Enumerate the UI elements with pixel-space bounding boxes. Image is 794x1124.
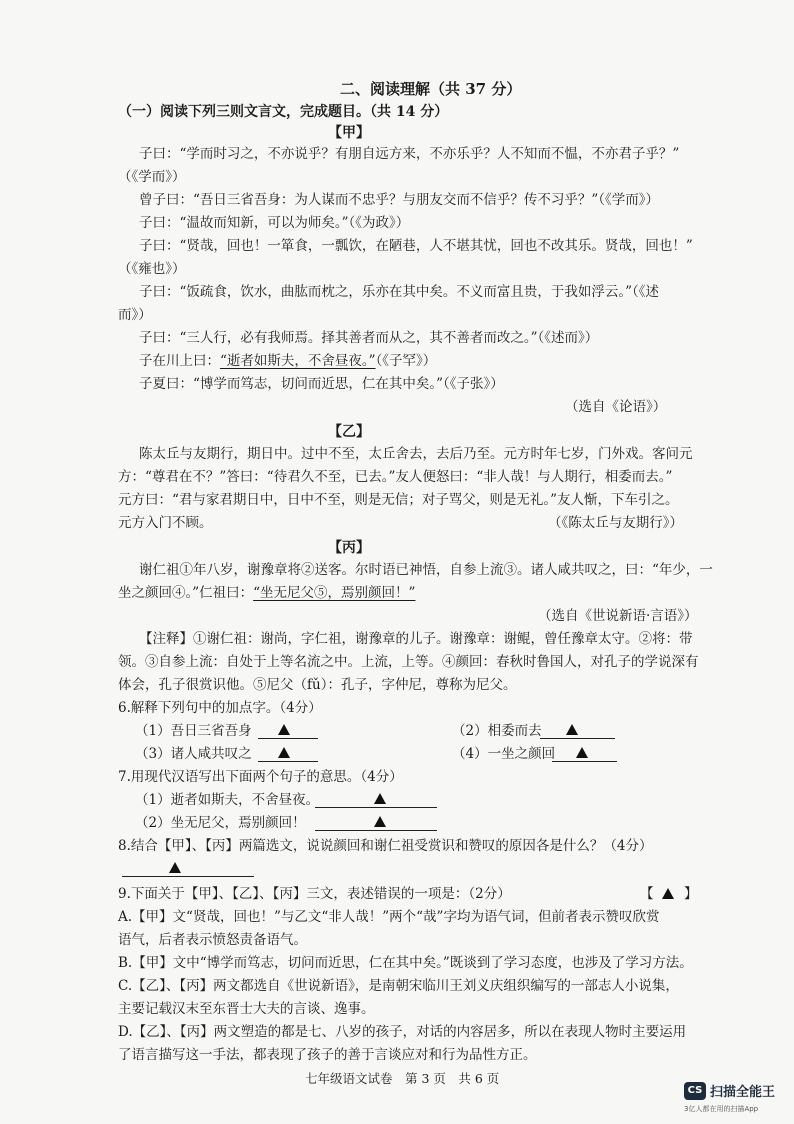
jia-line: 子曰：“贤哉，回也！一箪食，一瓢饮，在陋巷，人不堪其忧，回也不改其乐。贤哉，回也！” [139,238,693,254]
q9-option-a: A.【甲】文“贤哉，回也！”与乙文“非人哉！”两个“哉”字均为语气词，但前者表示赞叹欣赏 [118,909,660,925]
notes-line: 【注释】①谢仁祖：谢尚，字仁祖，谢豫章的儿子。谢豫章：谢鲲，曾任豫章太守。②将：带 [139,631,693,647]
jia-line: （《学而》） [118,169,186,185]
underlined-quote: “逝者如斯夫，不舍昼夜。” [220,353,376,369]
jia-line: （《雍也》） [118,261,186,277]
section-title: 二、阅读理解（共 37 分） [340,80,522,98]
jia-line: 子曰：“学而时习之，不亦说乎？有朋自远方来，不亦乐乎？人不知而不愠，不亦君子乎？” [139,146,680,162]
jia-line [139,352,436,370]
q9-option-c-cont: 主要记载汉末至东晋士大夫的言谈、逸事。 [118,1001,375,1017]
passage-bing-label: 【丙】 [328,540,370,556]
triangle-icon [169,862,181,873]
triangle-icon [374,816,386,827]
jia-line: 而》） [118,307,152,323]
section-instruction: （一）阅读下列三则文言文，完成题目。（共 14 分） [118,104,449,120]
underlined-quote: “坐无尼父⑤，焉别颜回！” [253,585,416,601]
q6-item-4: （4）一坐之颜回 [452,746,556,762]
camscanner-tagline: 3亿人都在用的扫描App [684,1105,759,1113]
yi-source: （《陈太丘与友期行》） [548,515,683,531]
jia-line-prefix: 子在川上曰： [139,353,220,369]
q8-answer-blank[interactable] [122,860,254,877]
jia-line: 子曰：“饭疏食，饮水，曲肱而枕之，乐亦在其中矣。不义而富且贵，于我如浮云。”（《述 [139,284,660,300]
page-footer: 七年级语文试卷 第 3 页 共 6 页 [305,1071,500,1086]
question-7-stem: 7.用现代汉语写出下面两个句子的意思。（4分） [118,769,403,785]
q7-item-1: （1）逝者如斯夫，不舍昼夜。 [135,792,320,808]
jia-line: 子夏曰：“博学而笃志，切问而近思，仁在其中矣。”（《子张》） [139,376,504,392]
question-9-stem: 9.下面关于【甲】、【乙】、【丙】三文，表述错误的一项是：（2分） [118,886,511,902]
triangle-icon [278,747,290,758]
q6-item-3: （3）诸人咸共叹之 [135,746,252,762]
q9-option-d-cont: 了语言描写这一手法，都表现了孩子的善于言谈应对和行为品性方正。 [118,1047,537,1063]
jia-line: 曾子曰：“吾日三省吾身：为人谋而不忠乎？与朋友交而不信乎？传不习乎？”（《学而》） [139,192,660,208]
bing-line: 谢仁祖①年八岁，谢豫章将②送客。尔时语已神悟，自参上流③。诸人咸共叹之，曰：“年少，一 [139,562,713,578]
yi-line: 陈太丘与友期行，期日中。过中不至，太丘舍去，去后乃至。元方时年七岁，门外戏。客问元 [139,446,693,462]
q9-option-a-cont: 语气，后者表示愤怒责备语气。 [118,932,307,948]
triangle-icon [662,888,674,899]
q9-option-b: B.【甲】文中“博学而笃志，切问而近思，仁在其中矣。”既谈到了学习态度，也涉及了学习方法。 [118,955,693,971]
q6-item-1: （1）吾日三省吾身 [135,723,252,739]
q9-option-c: C.【乙】、【丙】两文都选自《世说新语》，是南朝宋临川王刘义庆组织编写的一部志人小说集， [118,978,679,994]
camscanner-name: 扫描全能王 [710,1085,776,1100]
question-6-stem: 6.解释下列句中的加点字。（4分） [118,700,322,716]
passage-jia-label: 【甲】 [328,125,370,141]
yi-line: 元方曰：“君与家君期日中，日中不至，则是无信；对子骂父，则是无礼。”友人惭，下车引之。 [118,492,679,508]
q9-option-d: D.【乙】、【丙】两文塑造的都是七、八岁的孩子，对话的内容居多，所以在表现人物时主要运用 [118,1024,687,1040]
triangle-icon [374,793,386,804]
jia-line-source: （《子罕》） [375,353,437,369]
bing-line [118,584,415,602]
q6-item-2: （2）相委而去 [452,723,542,739]
triangle-icon [576,747,588,758]
q9-bracket-open: 【 [640,886,654,902]
bing-line-prefix: 坐之颜回④。”仁祖曰： [118,585,254,601]
jia-line: 子曰：“温故而知新，可以为师矣。”（《为政》） [139,215,410,231]
yi-line: 元方入门不顾。 [118,515,213,531]
passage-yi-label: 【乙】 [328,424,370,440]
jia-line: 子曰：“三人行，必有我师焉。择其善者而从之，其不善者而改之。”（《述而》） [139,330,599,346]
notes-line: 体会，孔子很赏识他。⑤尼父（fǔ）：孔子，字仲尼，尊称为尼父。 [118,677,517,693]
question-8-stem: 8.结合【甲】、【丙】两篇选文，说说颜回和谢仁祖受赏识和赞叹的原因各是什么？（4分） [118,838,653,854]
camscanner-logo: CS [684,1082,706,1100]
triangle-icon [566,724,578,735]
notes-line: 领。③自参上流：自处于上等名流之中。上流，上等。④颜回：春秋时鲁国人，对孔子的学说深有 [118,654,699,670]
yi-line: 方：“尊君在不？”答曰：“待君久不至，已去。”友人便怒曰：“非人哉！与人期行，相委而去。” [118,469,673,485]
triangle-icon [278,724,290,735]
q7-item-2: （2）坐无尼父，焉别颜回！ [135,815,306,831]
q9-bracket-close: 】 [684,886,698,902]
jia-source: （选自《论语》） [565,399,667,415]
bing-source: （选自《世说新语·言语》） [538,608,698,624]
